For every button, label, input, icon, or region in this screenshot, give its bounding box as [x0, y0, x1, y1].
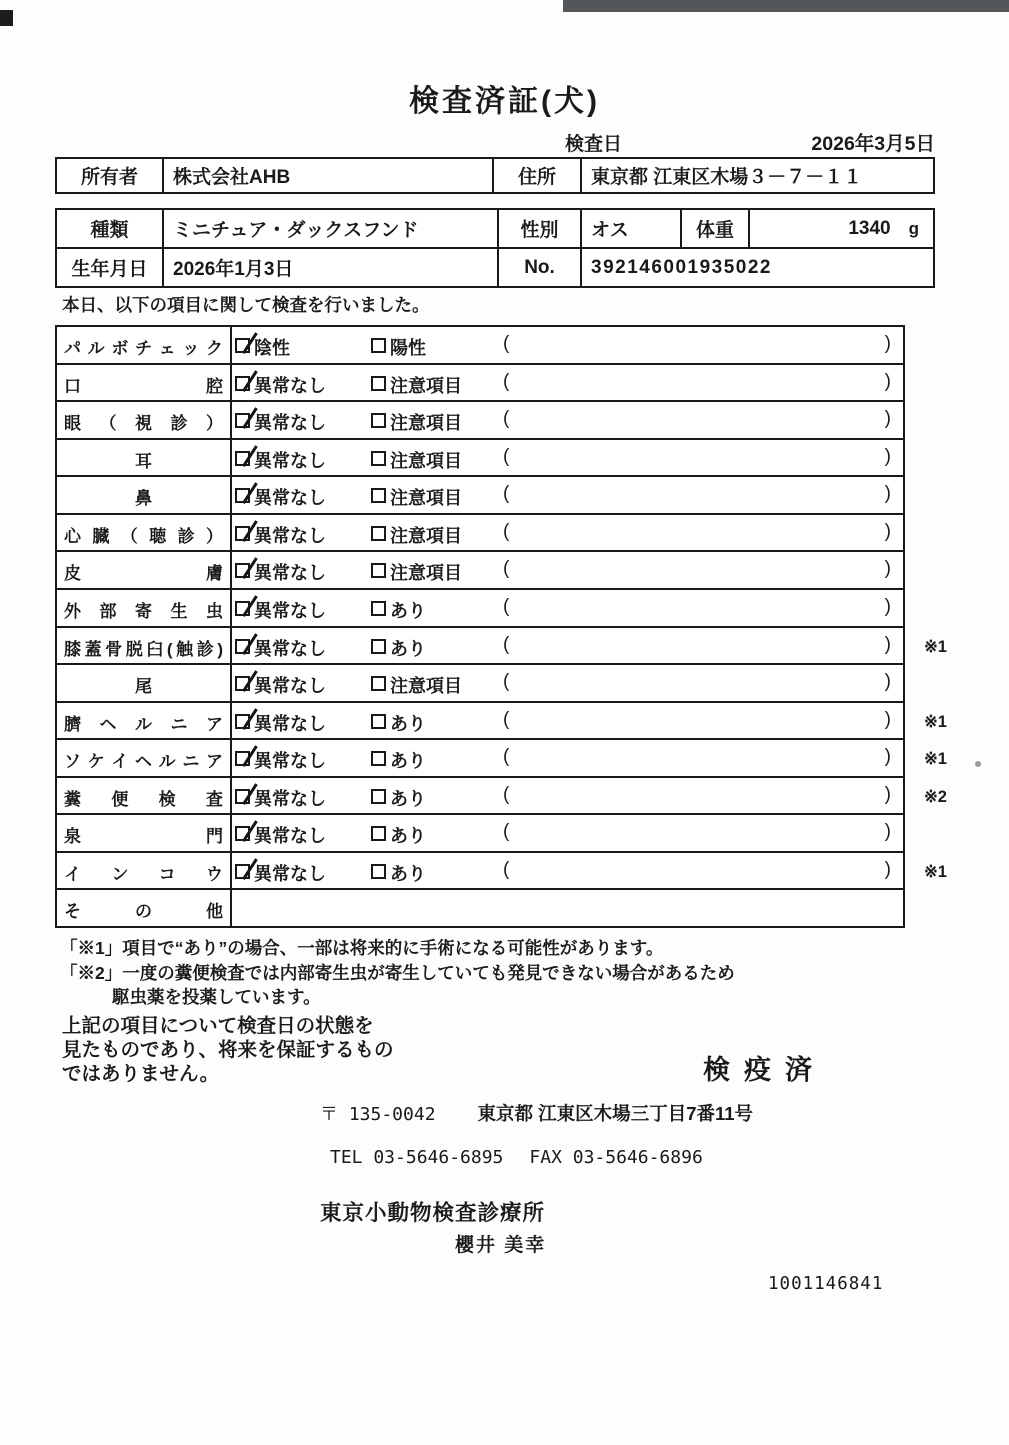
- exam-row-ears: [57, 440, 903, 478]
- exam-item-label: 皮 膚: [57, 552, 232, 588]
- close-paren: ): [884, 408, 891, 430]
- option2-label: あり: [390, 600, 426, 621]
- option2-label: あり: [390, 713, 426, 734]
- open-paren: (: [503, 708, 510, 730]
- checkbox-no-abnormality: [235, 864, 250, 879]
- option1-label: 異常なし: [254, 413, 326, 434]
- exam-row-content: [232, 327, 903, 363]
- checkbox-caution: [371, 526, 386, 541]
- checkbox-present: [371, 751, 386, 766]
- exam-row-content: [232, 515, 903, 551]
- exam-row-content: [232, 402, 903, 438]
- checkbox-present: [371, 789, 386, 804]
- checkbox-no-abnormality: [235, 789, 250, 804]
- option1-label: 異常なし: [254, 676, 326, 697]
- pet-info-row-1: [57, 210, 933, 249]
- footnote-1: 「※1」項目で“あり”の場合、一部は将来的に手術になる可能性があります。: [60, 938, 664, 958]
- checkbox-no-abnormality: [235, 601, 250, 616]
- postal-code: 〒 135-0042: [320, 1104, 436, 1125]
- checkbox-present: [371, 826, 386, 841]
- checkbox-no-abnormality: [235, 376, 250, 391]
- checkbox-no-abnormality: [235, 751, 250, 766]
- close-paren: ): [884, 520, 891, 542]
- serial-number: 1001146841: [768, 1274, 884, 1294]
- option2-label: 注意項目: [390, 375, 462, 396]
- close-paren: ): [884, 671, 891, 693]
- address-value: 東京都 江東区木場３－７－１１: [591, 167, 863, 188]
- close-paren: ): [884, 595, 891, 617]
- open-paren: (: [503, 858, 510, 880]
- exam-row-fecal-exam: [57, 778, 947, 816]
- close-paren: ): [884, 558, 891, 580]
- option2-label: 注意項目: [390, 450, 462, 471]
- option2-label: 注意項目: [390, 676, 462, 697]
- address-label: 住所: [494, 159, 582, 192]
- weight-unit: g: [908, 218, 919, 238]
- exam-row-nose: [57, 477, 903, 515]
- exam-item-label: そ の 他: [57, 890, 232, 926]
- exam-row-content: [232, 628, 903, 664]
- close-paren: ): [884, 821, 891, 843]
- close-paren: ): [884, 333, 891, 354]
- exam-row-content: [232, 740, 903, 776]
- option2-label: あり: [390, 638, 426, 659]
- checkbox-no-abnormality: [235, 676, 250, 691]
- exam-item-label: 膝蓋骨脱臼(触診): [57, 628, 232, 664]
- open-paren: (: [503, 333, 510, 354]
- checkbox-caution: [371, 563, 386, 578]
- clinic-name: 東京小動物検査診療所: [320, 1201, 546, 1225]
- option1-label: 陰性: [254, 338, 290, 358]
- close-paren: ): [884, 783, 891, 805]
- option1-label: 異常なし: [254, 450, 326, 471]
- document-title: 検査済証(犬): [409, 85, 600, 118]
- exam-row-content: [232, 440, 903, 476]
- exam-row-content: [232, 590, 903, 626]
- pet-info-row-2: [57, 249, 933, 286]
- exam-row-content: [232, 853, 903, 889]
- option1-label: 異常なし: [254, 525, 326, 546]
- close-paren: ): [884, 633, 891, 655]
- option2-label: あり: [390, 863, 426, 884]
- option1-label: 異常なし: [254, 488, 326, 509]
- sex-value: オス: [582, 210, 682, 247]
- exam-item-label: 耳: [57, 440, 232, 476]
- disclaimer: [62, 1014, 394, 1086]
- checkbox-present: [371, 639, 386, 654]
- option2-label: 注意項目: [390, 563, 462, 584]
- disclaimer-line-2: 見たものであり、将来を保証するもの: [62, 1039, 394, 1061]
- row-note: ※1: [923, 712, 947, 731]
- option1-label: 異常なし: [254, 826, 326, 847]
- checkbox-no-abnormality: [235, 639, 250, 654]
- intro-text: 本日、以下の項目に関して検査を行いました。: [62, 295, 430, 315]
- checkbox-caution: [371, 676, 386, 691]
- option2-label: 注意項目: [390, 525, 462, 546]
- option1-label: 異常なし: [254, 375, 326, 396]
- checkbox-no-abnormality: [235, 451, 250, 466]
- exam-row-inguinal-hernia: [57, 740, 947, 778]
- checkbox-no-abnormality: [235, 563, 250, 578]
- open-paren: (: [503, 821, 510, 843]
- exam-item-label: パ ル ボ チ ェ ッ ク: [57, 327, 232, 363]
- exam-date-value: 2026年3月5日: [811, 133, 935, 155]
- clinic-postal-line: [320, 1100, 753, 1126]
- checkbox-present: [371, 714, 386, 729]
- row-note: ※1: [923, 750, 947, 769]
- open-paren: (: [503, 558, 510, 580]
- scan-artifact-top-bar: [563, 0, 1009, 12]
- checkbox-negative: [235, 338, 250, 353]
- option1-label: 異常なし: [254, 713, 326, 734]
- open-paren: (: [503, 483, 510, 505]
- open-paren: (: [503, 445, 510, 467]
- scan-artifact-dot: [975, 761, 981, 767]
- disclaimer-line-1: 上記の項目について検査日の状態を: [62, 1015, 374, 1037]
- row-note: ※1: [923, 637, 947, 656]
- exam-item-label: 口 腔: [57, 365, 232, 401]
- veterinarian-name: 櫻井 美幸: [455, 1235, 547, 1256]
- weight-label: 体重: [682, 210, 750, 247]
- exam-item-label: 臍 ヘ ル ニ ア: [57, 703, 232, 739]
- checkbox-present: [371, 601, 386, 616]
- exam-item-label: ソ ケ イ ヘ ル ニ ア: [57, 740, 232, 776]
- number-label: No.: [499, 249, 582, 286]
- checkbox-caution: [371, 413, 386, 428]
- exam-row-content: [232, 815, 903, 851]
- open-paren: (: [503, 370, 510, 392]
- exam-row-eyes: [57, 402, 903, 440]
- open-paren: (: [503, 520, 510, 542]
- birthdate-value: 2026年1月3日: [164, 249, 499, 286]
- exam-row-tail: [57, 665, 903, 703]
- exam-item-label: 泉 門: [57, 815, 232, 851]
- weight-value: 1340: [848, 217, 891, 239]
- option2-label: 注意項目: [390, 488, 462, 509]
- option1-label: 異常なし: [254, 600, 326, 621]
- row-note: ※1: [923, 862, 947, 881]
- exam-row-parvo: [57, 327, 903, 365]
- option2-label: 注意項目: [390, 413, 462, 434]
- option1-label: 異常なし: [254, 638, 326, 659]
- checkbox-caution: [371, 488, 386, 503]
- row-note: ※2: [923, 787, 947, 806]
- quarantine-stamp: 検疫済: [703, 1055, 826, 1085]
- exam-row-external-parasites: [57, 590, 903, 628]
- scan-artifact-left-mark: [0, 10, 13, 26]
- open-paren: (: [503, 783, 510, 805]
- option1-label: 異常なし: [254, 788, 326, 809]
- exam-row-content: [232, 703, 903, 739]
- checkbox-no-abnormality: [235, 826, 250, 841]
- checkbox-present: [371, 864, 386, 879]
- checkbox-caution: [371, 376, 386, 391]
- footnote-2: 「※2」一度の糞便検査では内部寄生虫が寄生していても発見できない場合があるため: [60, 963, 735, 983]
- species-value: ミニチュア・ダックスフンド: [164, 210, 499, 247]
- number-value: 392146001935022: [591, 256, 773, 278]
- checkbox-no-abnormality: [235, 526, 250, 541]
- close-paren: ): [884, 445, 891, 467]
- checkbox-no-abnormality: [235, 714, 250, 729]
- option2-label: あり: [390, 826, 426, 847]
- exam-date-label: 検査日: [565, 134, 623, 155]
- owner-value: 株式会社AHB: [164, 159, 494, 192]
- open-paren: (: [503, 595, 510, 617]
- exam-checklist-table: [55, 325, 947, 928]
- checkbox-no-abnormality: [235, 413, 250, 428]
- clinic-tel: TEL 03-5646-6895: [330, 1147, 504, 1168]
- exam-row-umbilical-hernia: [57, 703, 947, 741]
- close-paren: ): [884, 483, 891, 505]
- option1-label: 異常なし: [254, 563, 326, 584]
- checkbox-positive: [371, 338, 386, 353]
- option2-label: あり: [390, 788, 426, 809]
- exam-row-skin: [57, 552, 903, 590]
- clinic-fax: FAX 03-5646-6896: [529, 1147, 703, 1168]
- exam-row-other: [57, 890, 903, 926]
- checkbox-caution: [371, 451, 386, 466]
- exam-item-label: 心 臓 （ 聴 診 ）: [57, 515, 232, 551]
- open-paren: (: [503, 633, 510, 655]
- exam-item-label: 尾: [57, 665, 232, 701]
- disclaimer-line-3: ではありません。: [62, 1063, 220, 1085]
- sex-label: 性別: [499, 210, 582, 247]
- close-paren: ): [884, 858, 891, 880]
- exam-row-patella: [57, 628, 947, 666]
- exam-row-content: [232, 365, 903, 401]
- footnote-2-continued: 駆虫薬を投薬しています。: [112, 987, 321, 1007]
- pet-info-table: [55, 208, 935, 288]
- open-paren: (: [503, 746, 510, 768]
- exam-item-label: 外 部 寄 生 虫: [57, 590, 232, 626]
- exam-item-label: 糞 便 検 査: [57, 778, 232, 814]
- owner-table: [55, 157, 935, 194]
- option1-label: 異常なし: [254, 863, 326, 884]
- clinic-address: 東京都 江東区木場三丁目7番11号: [477, 1103, 754, 1124]
- birthdate-label: 生年月日: [57, 249, 164, 286]
- owner-label: 所有者: [57, 159, 164, 192]
- exam-row-content: [232, 665, 903, 701]
- weight-cell: [750, 210, 933, 247]
- option2-label: あり: [390, 751, 426, 772]
- species-label: 種類: [57, 210, 164, 247]
- close-paren: ): [884, 370, 891, 392]
- exam-item-label: 鼻: [57, 477, 232, 513]
- exam-item-label: 眼 （ 視 診 ）: [57, 402, 232, 438]
- exam-row-fontanelle: [57, 815, 903, 853]
- exam-row-content: [232, 778, 903, 814]
- clinic-tel-line: [330, 1147, 703, 1168]
- exam-row-oral: [57, 365, 903, 403]
- checkbox-no-abnormality: [235, 488, 250, 503]
- open-paren: (: [503, 408, 510, 430]
- option1-label: 異常なし: [254, 751, 326, 772]
- exam-row-cryptorchidism: [57, 853, 947, 891]
- exam-row-content: [232, 552, 903, 588]
- close-paren: ): [884, 708, 891, 730]
- close-paren: ): [884, 746, 891, 768]
- exam-row-heart: [57, 515, 903, 553]
- open-paren: (: [503, 671, 510, 693]
- exam-row-content: [232, 477, 903, 513]
- exam-row-content: [232, 890, 903, 926]
- option2-label: 陽性: [390, 338, 426, 358]
- exam-item-label: イ ン コ ウ: [57, 853, 232, 889]
